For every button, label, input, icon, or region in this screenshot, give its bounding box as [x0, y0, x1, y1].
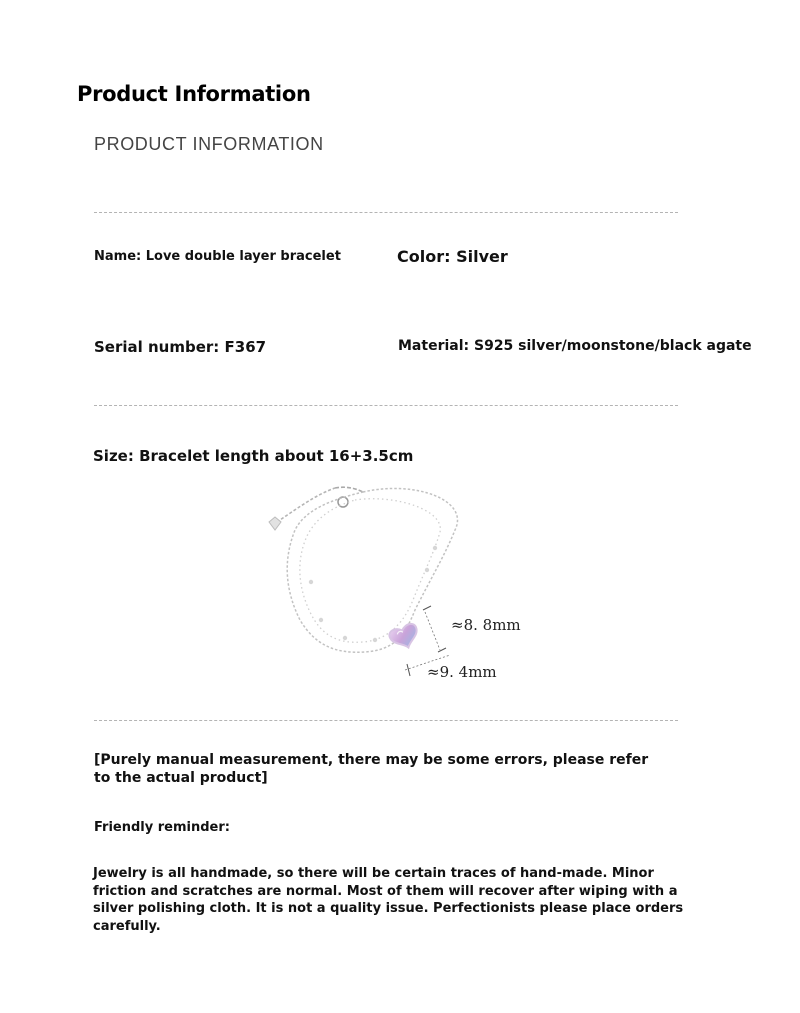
- serial-number: Serial number: F367: [94, 338, 267, 356]
- divider: [94, 212, 678, 213]
- product-material: Material: S925 silver/moonstone/black agate: [398, 338, 752, 354]
- product-name: Name: Love double layer bracelet: [94, 249, 341, 264]
- measurement-note: [Purely manual measurement, there may be some errors, please refer to the actual product]: [94, 752, 649, 786]
- section-subtitle: PRODUCT INFORMATION: [94, 134, 324, 154]
- product-size: Size: Bracelet length about 16+3.5cm: [93, 447, 414, 465]
- width-measure-label: ≈9. 4mm: [427, 663, 497, 681]
- divider: [94, 720, 678, 721]
- bracelet-photo: [255, 470, 535, 690]
- divider: [94, 405, 678, 406]
- reminder-body: Jewelry is all handmade, so there will be certain traces of hand-made. Minor friction and scratches are normal. Most of them will recover after wiping with a silver polishing cloth. It is not a quality issue. Perfectionists please place orders carefully.: [93, 866, 684, 934]
- reminder-title: Friendly reminder:: [94, 820, 230, 835]
- page-title: Product Information: [77, 82, 311, 106]
- height-measure-label: ≈8. 8mm: [451, 616, 521, 634]
- product-color: Color: Silver: [397, 247, 508, 266]
